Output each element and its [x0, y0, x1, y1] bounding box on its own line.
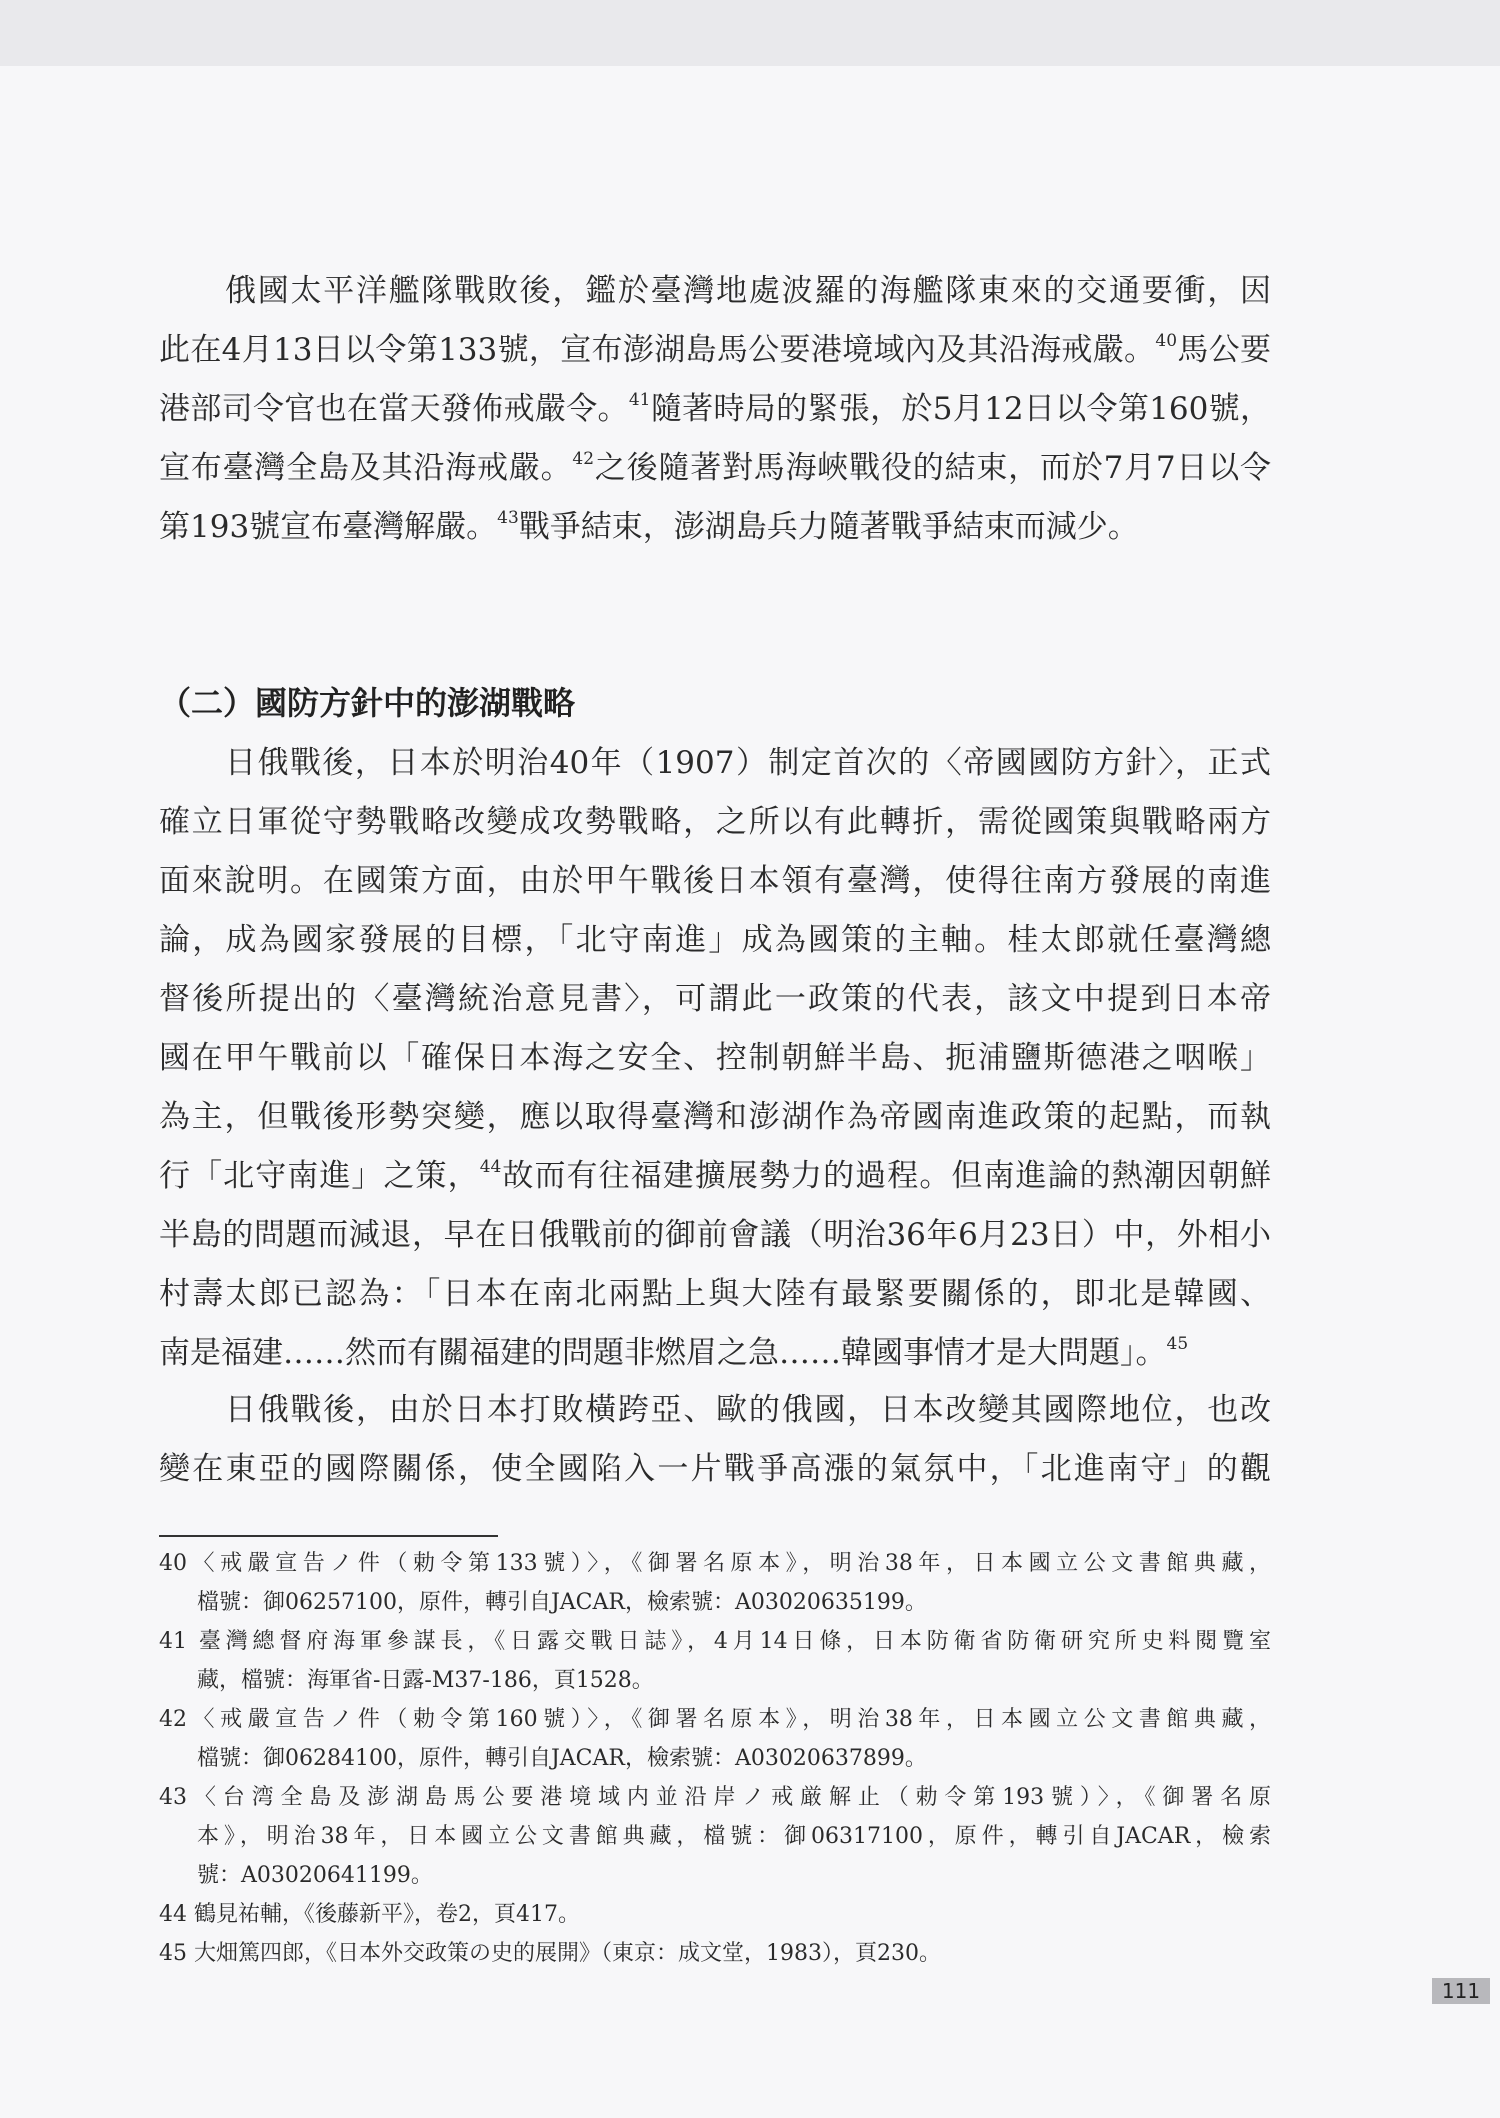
text-segment: 港部司令官也在當天發佈戒嚴令。: [159, 391, 629, 427]
page-number: 111: [1432, 1978, 1490, 2004]
footnote-divider: [159, 1535, 498, 1537]
text-segment: 俄國太平洋艦隊戰敗後，鑑於臺灣地處波羅的海艦隊東來的交通要衝，因: [225, 273, 1271, 309]
text-line: [159, 1206, 1271, 1265]
footnote-line: 40〈戒嚴宣告ノ件（勅令第133號）〉，《御署名原本》，明治38年，日本國立公文書館典藏，: [159, 1551, 1271, 1576]
text-line: [159, 1381, 1271, 1440]
footnote-line: 號：A03020641199。: [197, 1863, 433, 1888]
text-line: [159, 911, 1271, 970]
footnote-line: 41 臺灣總督府海軍參謀長，《日露交戰日誌》，4月14日條，日本防衛省防衛研究所史料閱覽室: [159, 1629, 1271, 1654]
section-heading: （二）國防方針中的澎湖戰略: [159, 684, 576, 722]
footnote-line: 44 鶴見祐輔，《後藤新平》，卷2，頁417。: [159, 1902, 580, 1927]
scan-top-band: [0, 0, 1500, 66]
text-line: [159, 1440, 1271, 1499]
footnote-line: 本》，明治38年，日本國立公文書館典藏，檔號：御06317100，原件，轉引自JACAR，檢索: [197, 1824, 1271, 1849]
text-line: [159, 439, 1271, 498]
paragraph-3: [159, 1381, 1271, 1499]
text-segment: 面來說明。在國策方面，由於甲午戰後日本領有臺灣，使得往南方發展的南進: [159, 863, 1271, 899]
text-line: [159, 498, 1271, 557]
paragraph-1: [159, 262, 1271, 557]
text-line: [159, 734, 1271, 793]
text-segment: 國在甲午戰前以「確保日本海之安全、控制朝鮮半島、扼浦鹽斯德港之咽喉」: [159, 1040, 1271, 1076]
text-line: [159, 1324, 1271, 1383]
text-segment: 隨著時局的緊張，於5月12日以令第160號，: [650, 391, 1271, 427]
text-segment: 行「北守南進」之策，: [159, 1158, 480, 1194]
text-segment: 村壽太郎已認為：「日本在南北兩點上與大陸有最緊要關係的，即北是韓國、: [159, 1276, 1271, 1312]
text-line: [159, 793, 1271, 852]
text-segment: 日俄戰後，日本於明治40年（1907）制定首次的〈帝國國防方針〉，正式: [225, 745, 1271, 781]
footnote-line: 藏，檔號：海軍省-日露-M37-186，頁1528。: [197, 1668, 654, 1693]
text-segment: 故而有往福建擴展勢力的過程。但南進論的熱潮因朝鮮: [501, 1158, 1272, 1194]
text-segment: 督後所提出的〈臺灣統治意見書〉，可謂此一政策的代表，該文中提到日本帝: [159, 981, 1271, 1017]
footnote-ref[interactable]: 43: [497, 508, 519, 528]
text-segment: 之後隨著對馬海峽戰役的結束，而於7月7日以令: [594, 450, 1272, 486]
paragraph-2: [159, 734, 1271, 1383]
footnotes: [159, 1544, 1271, 1973]
text-line: [159, 1265, 1271, 1324]
text-segment: 戰爭結束，澎湖島兵力隨著戰爭結束而減少。: [518, 509, 1139, 545]
footnote-line: 檔號：御06284100，原件，轉引自JACAR，檢索號：A03020637899。: [197, 1746, 927, 1771]
footnote-ref[interactable]: 45: [1166, 1334, 1189, 1354]
footnote-line: 42〈戒嚴宣告ノ件（勅令第160號）〉，《御署名原本》，明治38年，日本國立公文書館典藏，: [159, 1707, 1271, 1732]
text-segment: 論，成為國家發展的目標，「北守南進」成為國策的主軸。桂太郎就任臺灣總: [159, 922, 1271, 958]
footnote-ref[interactable]: 41: [628, 390, 651, 410]
text-line: [159, 1029, 1271, 1088]
text-segment: 馬公要: [1177, 332, 1272, 368]
footnote: [159, 1544, 1271, 1622]
footnote: [159, 1700, 1271, 1778]
footnote-ref[interactable]: 40: [1155, 331, 1178, 351]
footnote: [159, 1895, 1271, 1934]
text-line: [159, 321, 1271, 380]
footnote-line: 45 大畑篤四郎，《日本外交政策の史的展開》（東京：成文堂，1983），頁230。: [159, 1941, 941, 1966]
text-line: [159, 852, 1271, 911]
text-line: [159, 262, 1271, 321]
footnote-ref[interactable]: 42: [572, 449, 595, 469]
text-segment: 確立日軍從守勢戰略改變成攻勢戰略，之所以有此轉折，需從國策與戰略兩方: [159, 804, 1271, 840]
footnote: [159, 1622, 1271, 1700]
text-segment: 為主，但戰後形勢突變，應以取得臺灣和澎湖作為帝國南進政策的起點，而執: [159, 1099, 1271, 1135]
text-segment: 此在4月13日以令第133號，宣布澎湖島馬公要港境域內及其沿海戒嚴。: [159, 332, 1156, 368]
text-segment: 日俄戰後，由於日本打敗橫跨亞、歐的俄國，日本改變其國際地位，也改: [225, 1392, 1271, 1428]
footnote-line: 檔號：御06257100，原件，轉引自JACAR，檢索號：A03020635199。: [197, 1590, 927, 1615]
text-segment: 宣布臺灣全島及其沿海戒嚴。: [159, 450, 573, 486]
text-line: [159, 1088, 1271, 1147]
text-line: [159, 1147, 1271, 1206]
text-segment: 第193號宣布臺灣解嚴。: [159, 509, 498, 545]
footnote-line: 43〈台湾全島及澎湖島馬公要港境域内並沿岸ノ戒厳解止（勅令第193號）〉，《御署名原: [159, 1785, 1271, 1810]
text-line: [159, 970, 1271, 1029]
footnote: [159, 1934, 1271, 1973]
text-segment: 半島的問題而減退，早在日俄戰前的御前會議（明治36年6月23日）中，外相小: [159, 1217, 1271, 1253]
text-segment: 變在東亞的國際關係，使全國陷入一片戰爭高漲的氣氛中，「北進南守」的觀: [159, 1451, 1271, 1487]
footnote-ref[interactable]: 44: [479, 1157, 502, 1177]
footnote: [159, 1778, 1271, 1895]
text-segment: 南是福建……然而有關福建的問題非燃眉之急……韓國事情才是大問題」。: [159, 1335, 1167, 1371]
text-line: [159, 380, 1271, 439]
